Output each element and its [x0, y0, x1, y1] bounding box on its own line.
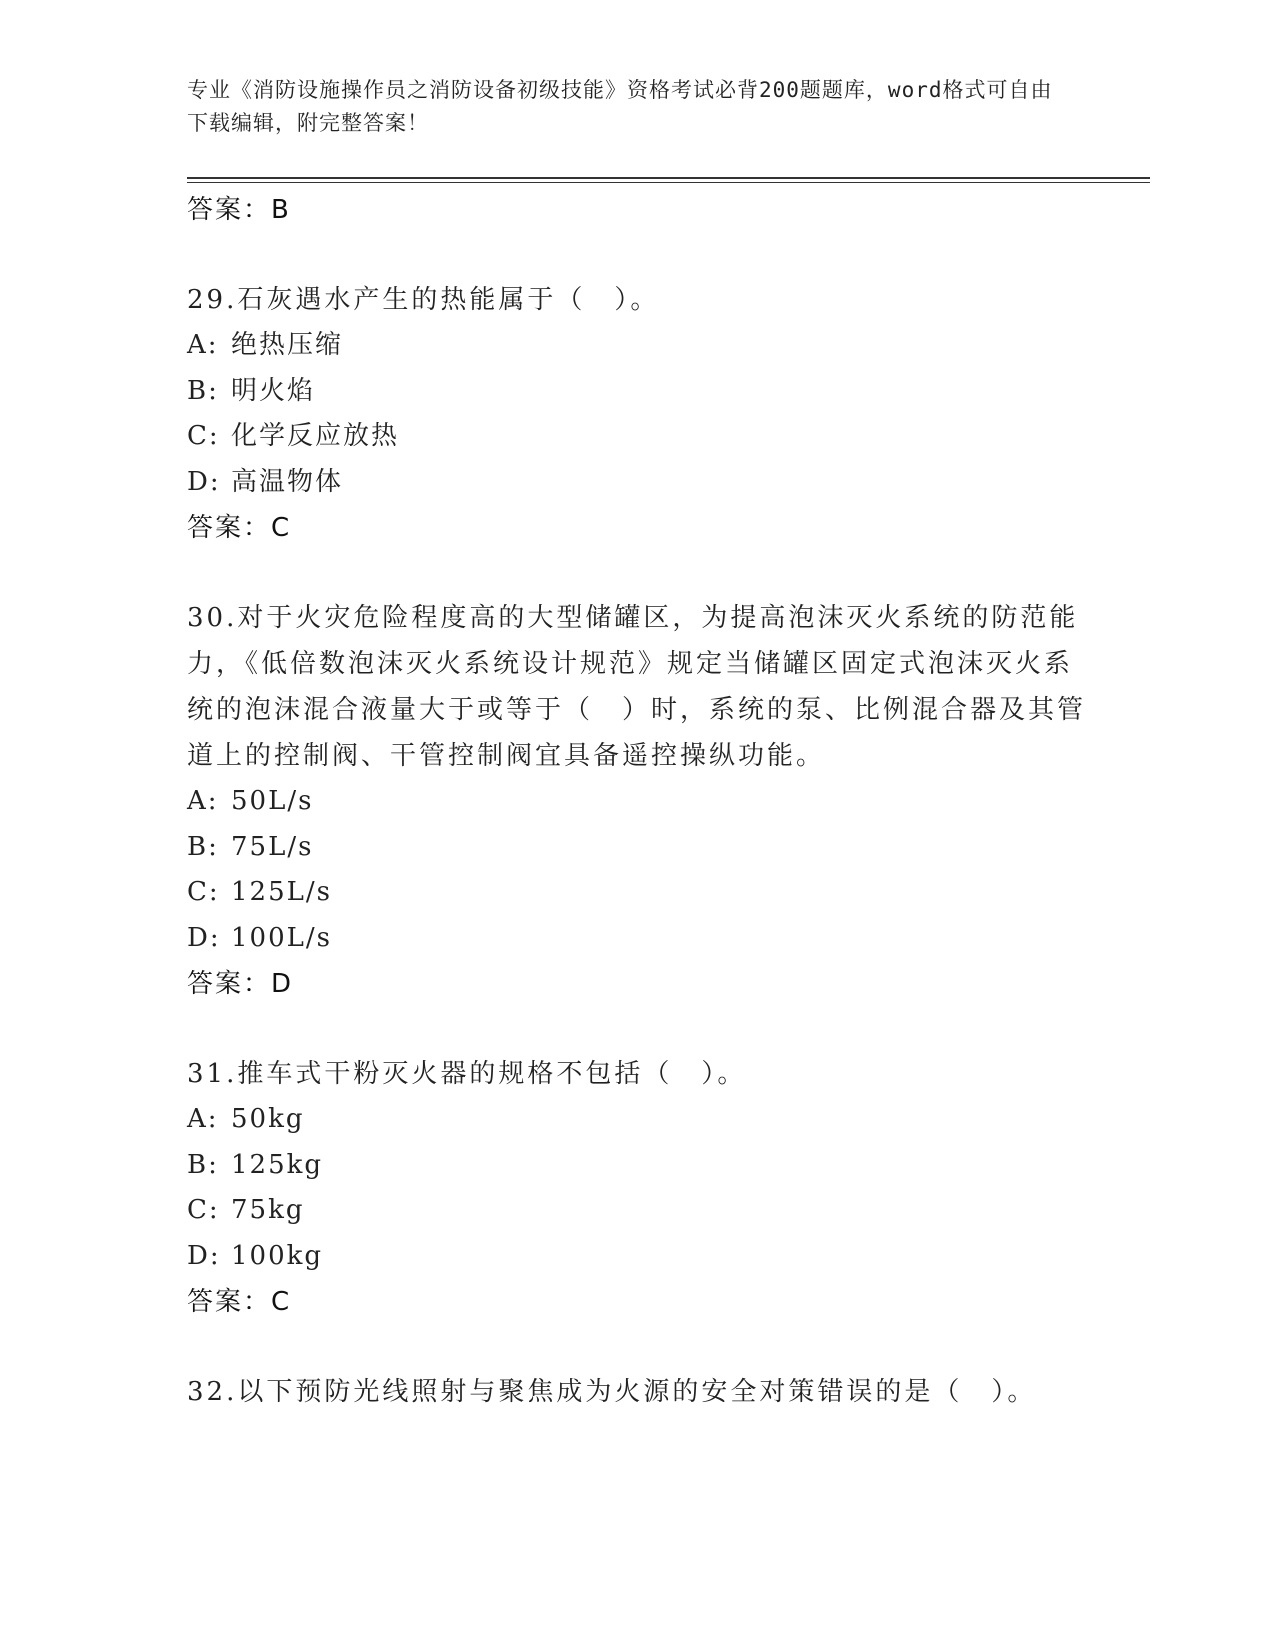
option-a: [187, 323, 1087, 369]
option-text: 明火焰: [231, 375, 316, 406]
question-31: [187, 1051, 1087, 1325]
option-text: 125L/s: [231, 877, 332, 907]
answer-line: [187, 961, 1087, 1007]
option-text: 75L/s: [231, 831, 314, 862]
option-text: 化学反应放热: [231, 421, 400, 451]
option-key: B:: [187, 831, 219, 862]
option-b: [187, 825, 1087, 871]
option-c: [187, 870, 1087, 916]
question-30: [187, 595, 1087, 1007]
option-a: [187, 1097, 1087, 1143]
option-key: B:: [187, 1149, 219, 1180]
option-text: 高温物体: [231, 466, 344, 497]
question-stem: 29.石灰遇水产生的热能属于（ ）。: [187, 285, 660, 315]
option-key: D:: [187, 922, 221, 953]
answer-label: 答案：: [187, 969, 272, 999]
question-29: [187, 277, 1087, 551]
question-32: [187, 1369, 1087, 1415]
option-text: 50L/s: [231, 786, 314, 816]
option-text: 100kg: [231, 1240, 324, 1271]
option-d: [187, 1234, 1087, 1280]
option-key: A:: [187, 330, 219, 360]
answer-value: B: [271, 195, 291, 225]
option-d: [187, 916, 1087, 962]
option-key: B:: [187, 375, 219, 406]
option-text: 75kg: [231, 1195, 305, 1225]
option-c: [187, 1188, 1087, 1234]
option-b: [187, 1143, 1087, 1189]
option-b: [187, 369, 1087, 415]
answer-value: C: [271, 1287, 292, 1317]
answer-label: 答案：: [187, 195, 272, 225]
option-text: 125kg: [231, 1149, 324, 1180]
option-a: [187, 779, 1087, 825]
answer-value: D: [271, 969, 294, 999]
header-divider-thin: [187, 182, 1150, 183]
option-text: 50kg: [231, 1104, 305, 1134]
answer-value: C: [271, 513, 292, 543]
option-key: D:: [187, 466, 221, 497]
option-text: 100L/s: [231, 922, 332, 953]
option-key: C:: [187, 421, 220, 451]
option-key: C:: [187, 1195, 220, 1225]
option-key: C:: [187, 877, 220, 907]
answer-line: [187, 505, 1087, 551]
option-c: [187, 414, 1087, 460]
answer-label: 答案：: [187, 1287, 272, 1317]
option-key: A:: [187, 1104, 219, 1134]
option-key: D:: [187, 1240, 221, 1271]
question-stem: 32.以下预防光线照射与聚焦成为火源的安全对策错误的是（ ）。: [187, 1377, 1037, 1407]
answer-line: [187, 187, 1087, 233]
page-header: 专业《消防设施操作员之消防设备初级技能》资格考试必背200题题库，word格式可自由下载编辑，附完整答案！: [187, 78, 1053, 135]
question-list: [187, 187, 1087, 1415]
answer-label: 答案：: [187, 513, 272, 543]
option-d: [187, 460, 1087, 506]
question-stem: 31.推车式干粉灭火器的规格不包括（ ）。: [187, 1059, 747, 1089]
answer-line: [187, 1279, 1087, 1325]
header-divider: [187, 177, 1150, 179]
question-stem: 30.对于火灾危险程度高的大型储罐区，为提高泡沫灭火系统的防范能力，《低倍数泡沫灭火系统设计规范》规定当储罐区固定式泡沫灭火系统的泡沫混合液量大于或等于（ ）时，系统的泵、比例混合器及其管道上的控制阀、干管控制阀宜具备遥控操纵功能。: [187, 603, 1087, 771]
option-key: A:: [187, 786, 219, 816]
option-text: 绝热压缩: [231, 330, 344, 360]
